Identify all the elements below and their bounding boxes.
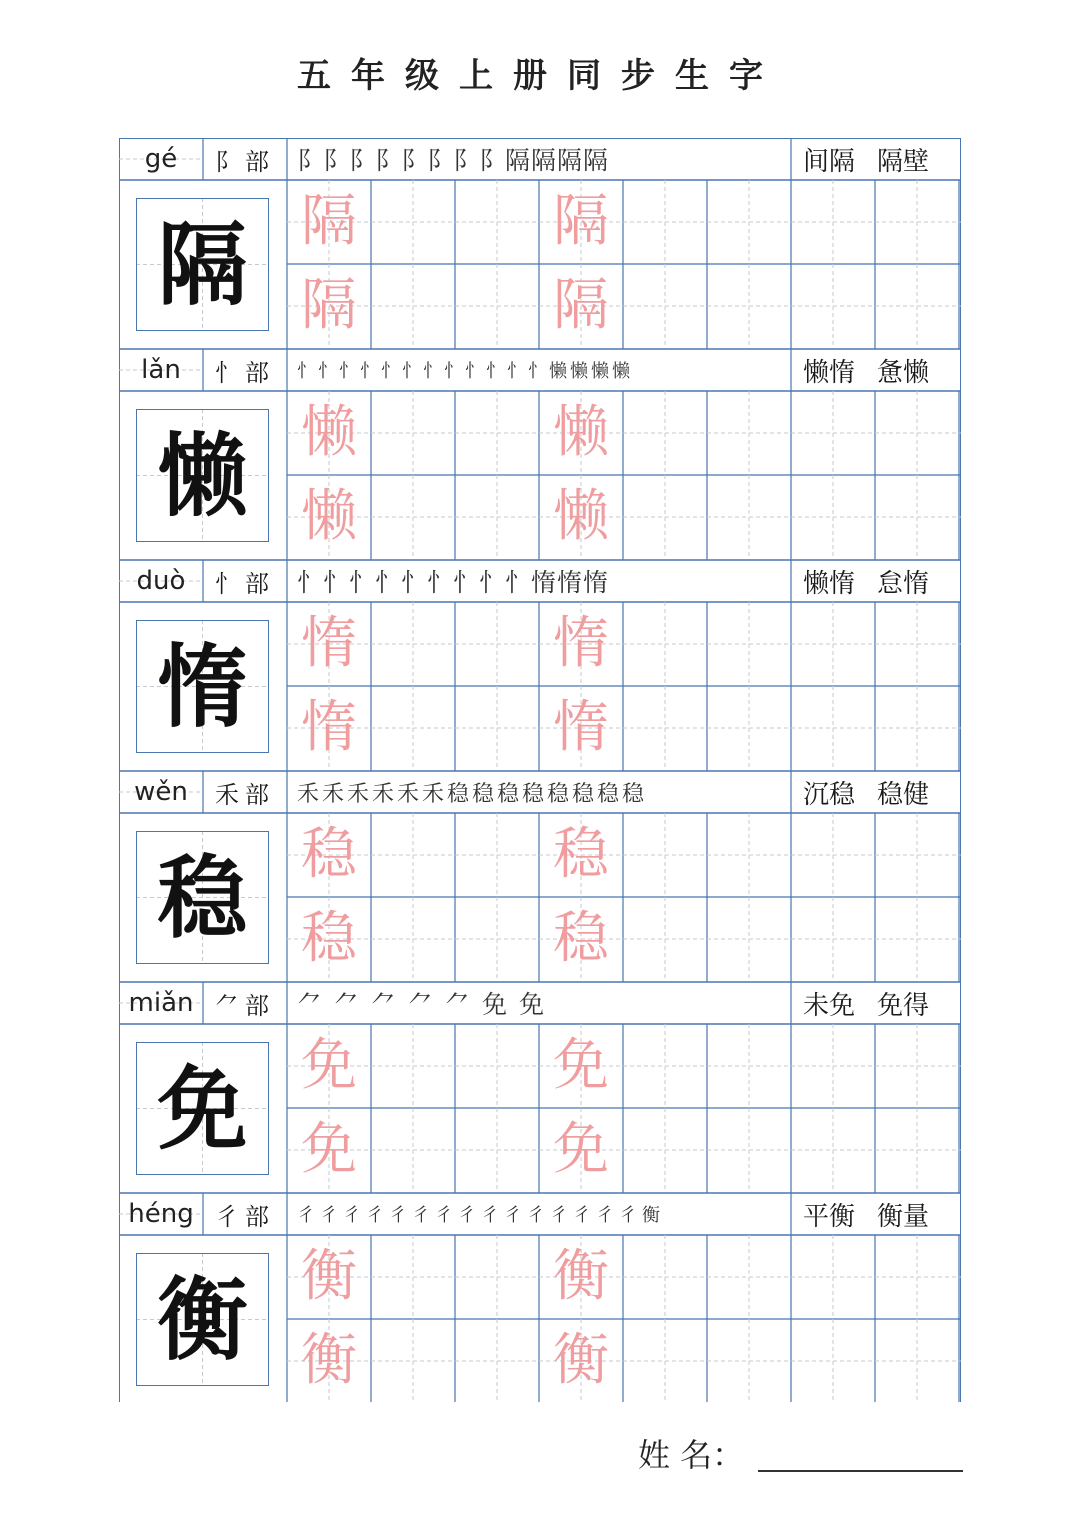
trace-character: 隔 xyxy=(553,273,609,338)
trace-character: 稳 xyxy=(301,906,357,971)
trace-character: 免 xyxy=(553,1033,609,1098)
character-block-duo xyxy=(119,560,961,771)
word: 惫懒 xyxy=(877,357,930,388)
header-row xyxy=(119,1193,961,1235)
example-words xyxy=(791,982,961,1024)
example-words xyxy=(791,560,961,602)
model-character: 免 xyxy=(157,1055,248,1162)
stroke-sequence: 禾禾禾禾禾禾稳稳稳稳稳稳稳稳 xyxy=(297,781,648,807)
stroke-sequence: ⺈⺈⺈⺈⺈免免 xyxy=(297,990,557,1019)
word: 衡量 xyxy=(877,1201,930,1232)
trace-character: 隔 xyxy=(553,189,609,254)
character-block-lan xyxy=(119,349,961,560)
stroke-sequence: 忄忄忄忄忄忄忄忄忄惰惰惰 xyxy=(297,568,610,597)
model-character-box xyxy=(136,198,269,331)
character-block-heng xyxy=(119,1193,961,1404)
example-words xyxy=(791,1193,961,1235)
trace-character: 免 xyxy=(301,1117,357,1182)
header-row xyxy=(119,982,961,1024)
word: 怠惰 xyxy=(877,568,930,599)
radical: 忄部 xyxy=(215,358,275,387)
model-character-box xyxy=(136,620,269,753)
model-character: 懒 xyxy=(157,422,248,529)
model-character-box xyxy=(136,1042,269,1175)
radical: 彳部 xyxy=(215,1202,275,1231)
trace-character: 免 xyxy=(301,1033,357,1098)
trace-character: 稳 xyxy=(301,822,357,887)
pinyin: gé xyxy=(144,144,178,174)
word: 隔壁 xyxy=(877,146,930,177)
header-row xyxy=(119,349,961,391)
radical: 阝部 xyxy=(215,147,275,176)
trace-character: 稳 xyxy=(553,822,609,887)
word: 免得 xyxy=(877,990,930,1021)
word: 懒惰 xyxy=(803,357,856,388)
name-label: 姓 名： xyxy=(638,1436,745,1474)
pinyin: wěn xyxy=(134,777,188,807)
name-field xyxy=(638,1430,963,1476)
trace-character: 稳 xyxy=(553,906,609,971)
trace-character: 隔 xyxy=(301,189,357,254)
stroke-order xyxy=(287,560,791,602)
trace-character: 衡 xyxy=(553,1244,609,1309)
word: 平衡 xyxy=(803,1201,856,1232)
model-character: 衡 xyxy=(157,1266,248,1373)
word: 未免 xyxy=(803,990,856,1021)
word: 稳健 xyxy=(877,779,930,810)
stroke-order xyxy=(287,982,791,1024)
radical: ⺈部 xyxy=(215,991,275,1020)
example-words xyxy=(791,138,961,180)
trace-character: 懒 xyxy=(553,400,609,465)
word: 懒惰 xyxy=(803,568,856,599)
trace-character: 懒 xyxy=(301,400,357,465)
stroke-order xyxy=(287,349,791,391)
practice-sheet xyxy=(119,138,961,1402)
trace-character: 隔 xyxy=(301,273,357,338)
page-title: 五年级上册同步生字 xyxy=(297,56,783,96)
pinyin: lǎn xyxy=(141,355,181,385)
trace-character: 惰 xyxy=(301,611,357,676)
model-character-box xyxy=(136,831,269,964)
trace-character: 衡 xyxy=(301,1328,357,1393)
model-character: 隔 xyxy=(157,211,248,318)
model-character: 惰 xyxy=(157,633,248,740)
name-blank-line[interactable] xyxy=(758,1440,963,1472)
stroke-order xyxy=(287,771,791,813)
header-row xyxy=(119,138,961,180)
character-block-wen xyxy=(119,771,961,982)
example-words xyxy=(791,349,961,391)
header-row xyxy=(119,771,961,813)
trace-character: 衡 xyxy=(553,1328,609,1393)
example-words xyxy=(791,771,961,813)
header-row xyxy=(119,560,961,602)
radical: 禾部 xyxy=(215,780,275,809)
model-character: 稳 xyxy=(157,844,248,951)
pinyin: duò xyxy=(136,566,186,596)
pinyin: miǎn xyxy=(128,988,194,1018)
stroke-order xyxy=(287,138,791,180)
trace-character: 懒 xyxy=(301,484,357,549)
stroke-order xyxy=(287,1193,791,1235)
stroke-sequence: 阝阝阝阝阝阝阝阝隔隔隔隔 xyxy=(297,146,610,175)
trace-character: 懒 xyxy=(553,484,609,549)
stroke-sequence: 彳彳彳彳彳彳彳彳彳彳彳彳彳彳彳衡 xyxy=(297,1205,665,1226)
word: 间隔 xyxy=(803,146,856,177)
trace-character: 惰 xyxy=(301,695,357,760)
character-block-mian xyxy=(119,982,961,1193)
trace-character: 衡 xyxy=(301,1244,357,1309)
stroke-sequence: 忄忄忄忄忄忄忄忄忄忄忄忄懒懒懒懒 xyxy=(297,361,633,382)
character-block-ge xyxy=(119,138,961,349)
pinyin: héng xyxy=(128,1199,194,1229)
radical: 忄部 xyxy=(215,569,275,598)
trace-character: 惰 xyxy=(553,695,609,760)
model-character-box xyxy=(136,409,269,542)
trace-character: 免 xyxy=(553,1117,609,1182)
model-character-box xyxy=(136,1253,269,1386)
trace-character: 惰 xyxy=(553,611,609,676)
word: 沉稳 xyxy=(803,779,856,810)
